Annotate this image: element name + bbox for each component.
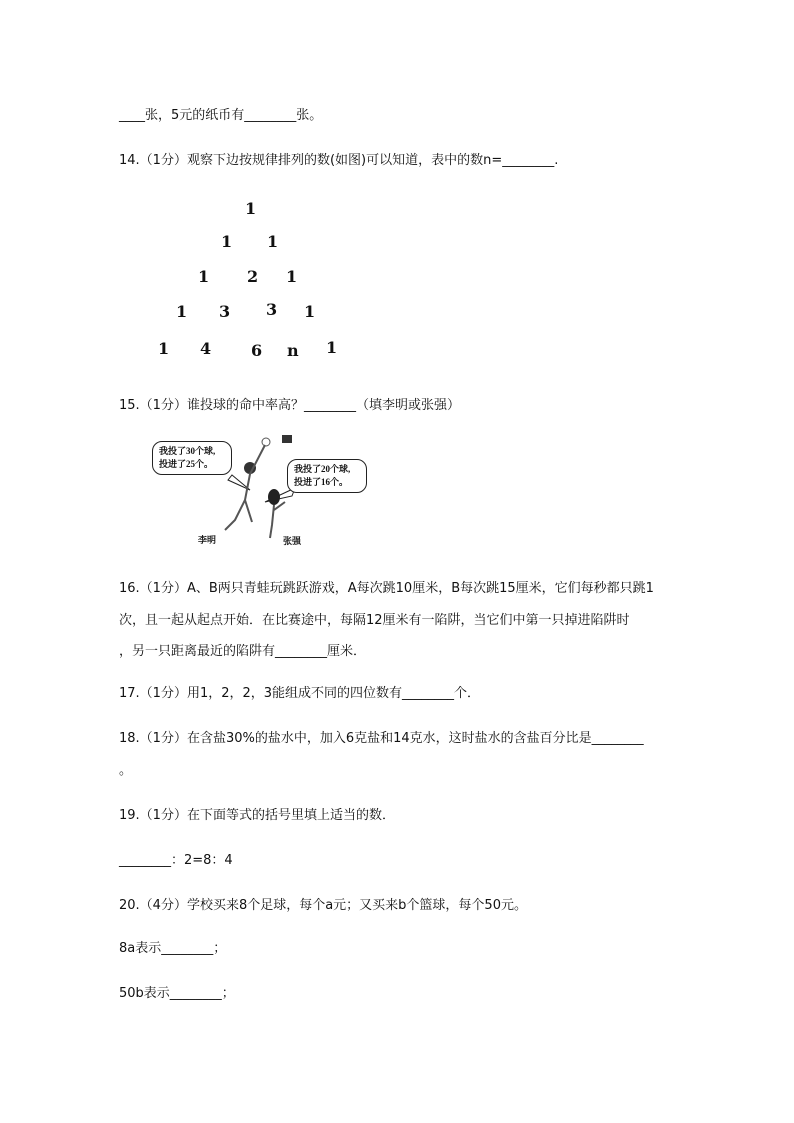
tri-num: 1	[158, 339, 170, 358]
tri-num: 3	[219, 302, 231, 321]
bubble-text: 我投了20个球,	[294, 464, 351, 474]
q16-line3: ，另一只距离最近的陷阱有________厘米．	[119, 644, 367, 659]
tri-num: 6	[251, 341, 263, 360]
q19-equation: ________：2=8：4	[119, 853, 233, 868]
tri-num: 1	[245, 199, 257, 218]
tri-num: 2	[247, 267, 259, 286]
tri-num: 4	[200, 339, 212, 358]
q19: 19.（1分）在下面等式的括号里填上适当的数．	[119, 808, 395, 823]
tri-num: 3	[266, 300, 278, 319]
q13-tail: ____张，5元的纸币有________张。	[119, 108, 323, 123]
tri-num: 1	[286, 267, 298, 286]
tri-num: 1	[198, 267, 210, 286]
bubble-text: 我投了30个球,	[159, 446, 216, 456]
tri-num: 1	[176, 302, 188, 321]
tri-num: 1	[221, 232, 233, 251]
bubble-text: 投进了25个。	[159, 459, 214, 469]
tri-num: n	[287, 341, 299, 360]
label-liming: 李明	[198, 536, 217, 546]
bubble-text: 投进了16个。	[294, 477, 349, 487]
q18-line1: 18.（1分）在含盐30%的盐水中，加入6克盐和14克水，这时盐水的含盐百分比是________	[119, 731, 644, 746]
tri-num: 1	[304, 302, 316, 321]
tri-num: 1	[267, 232, 279, 251]
speech-bubble-liming	[152, 441, 232, 475]
q14: 14.（1分）观察下边按规律排列的数(如图)可以知道，表中的数n=________.	[119, 153, 559, 168]
q16-line1: 16.（1分）A、B两只青蛙玩跳跃游戏，A每次跳10厘米，B每次跳15厘米，它们每秒都只跳1	[119, 581, 654, 596]
q20-part2: 50b表示________；	[119, 986, 235, 1001]
q20-part1: 8a表示________；	[119, 941, 227, 956]
q16-line2: 次，且一起从起点开始．在比赛途中，每隔12厘米有一陷阱，当它们中第一只掉进陷阱时	[119, 613, 630, 628]
tri-num: 1	[326, 338, 338, 357]
label-zhangqiang: 张强	[283, 537, 302, 547]
q18-line2: 。	[119, 763, 133, 778]
speech-bubble-zhangqiang	[287, 459, 367, 493]
q15: 15.（1分）谁投球的命中率高？________（填李明或张强）	[119, 398, 460, 413]
q17: 17.（1分）用1，2，2，3能组成不同的四位数有________个．	[119, 686, 481, 701]
q20: 20.（4分）学校买来8个足球，每个a元；又买来b个篮球，每个50元。	[119, 898, 527, 913]
